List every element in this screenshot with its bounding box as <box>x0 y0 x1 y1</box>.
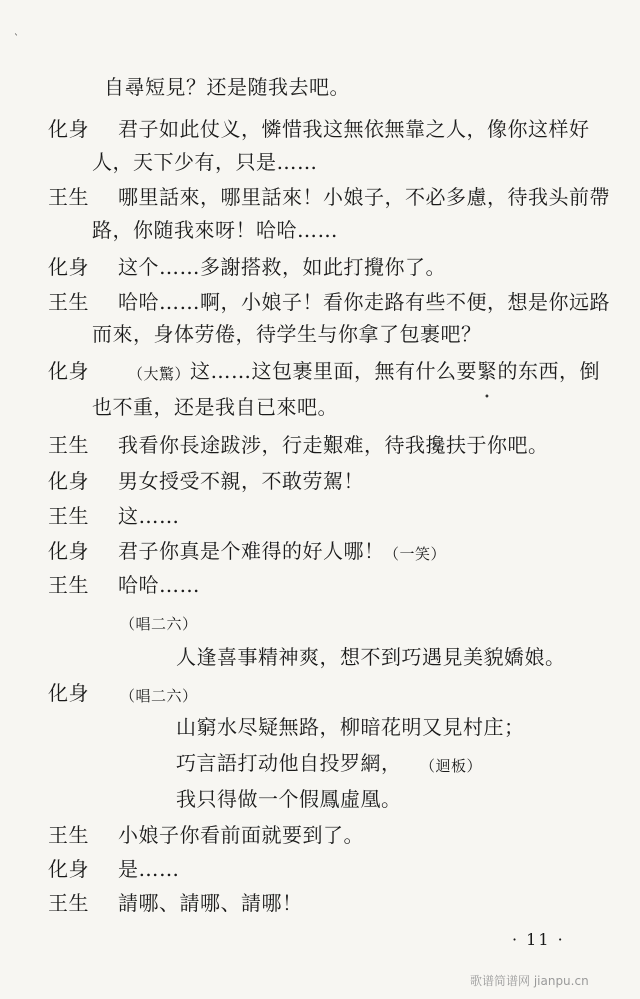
speaker-name: 王生 <box>48 573 89 597</box>
line-text: 路，你随我來呀！哈哈…… <box>92 218 338 242</box>
stage-direction: （一笑） <box>384 545 447 563</box>
speaker-name: 化身 <box>48 117 89 141</box>
line-text: 是…… <box>118 857 180 881</box>
watermark: 歌谱简谱网 jianpu.cn <box>470 974 589 988</box>
line-text: 巧言語打动他自投罗網， <box>176 751 402 775</box>
line-text: 而來，身体劳倦，待学生与你拿了包裹吧？ <box>92 322 482 346</box>
speaker-name: 王生 <box>48 823 89 847</box>
speaker-name: 化身 <box>48 359 89 383</box>
stage-direction: （唱二六） <box>120 615 198 633</box>
speaker-name: 化身 <box>48 255 89 279</box>
line-text: 請哪、請哪、請哪！ <box>118 891 303 915</box>
speaker-name: 王生 <box>48 185 89 209</box>
page-number: · 11 · <box>512 930 565 949</box>
line-text: 人逢喜事精神爽，想不到巧遇見美貌嬌娘。 <box>176 645 566 669</box>
line-text: 这个……多謝搭救，如此打攪你了。 <box>118 255 446 279</box>
scan-mark: • <box>484 392 490 403</box>
speaker-name: 王生 <box>48 891 89 915</box>
speaker-name: 化身 <box>48 681 89 705</box>
line-text: 我只得做一个假鳳虛凰。 <box>176 787 402 811</box>
line-text: 我看你長途跋涉，行走艱难，待我攙扶于你吧。 <box>118 433 549 457</box>
line-text: 这…… <box>118 504 180 528</box>
line-text: 哈哈…… <box>118 573 200 597</box>
line-text: 人，天下少有，只是…… <box>92 150 318 174</box>
line-text: 哈哈……啊，小娘子！看你走路有些不便，想是你远路 <box>118 290 610 314</box>
line-text: 也不重，还是我自已來吧。 <box>92 395 338 419</box>
stage-direction: （大驚） <box>128 365 191 383</box>
scan-mark: ` <box>14 34 19 45</box>
line-text: 君子你真是个难得的好人哪！ <box>118 539 385 563</box>
line-text: 哪里話來，哪里話來！小娘子，不必多慮，待我头前帶 <box>118 185 610 209</box>
speaker-name: 化身 <box>48 857 89 881</box>
speaker-name: 王生 <box>48 433 89 457</box>
line-text: 这……这包裹里面，無有什么要緊的东西，倒 <box>190 359 600 383</box>
speaker-name: 王生 <box>48 290 89 314</box>
line-text: 山窮水尽疑無路，柳暗花明又見村庄； <box>176 715 525 739</box>
line-text: 男女授受不親，不敢劳駕！ <box>118 469 364 493</box>
speaker-name: 化身 <box>48 539 89 563</box>
speaker-name: 王生 <box>48 504 89 528</box>
line-text: 君子如此仗义，憐惜我这無依無靠之人，像你这样好 <box>118 117 590 141</box>
stage-direction: （迴板） <box>420 757 483 775</box>
line-text: 小娘子你看前面就要到了。 <box>118 823 364 847</box>
speaker-name: 化身 <box>48 469 89 493</box>
line-text: 自尋短見？还是随我去吧。 <box>104 75 350 99</box>
stage-direction: （唱二六） <box>120 687 198 705</box>
